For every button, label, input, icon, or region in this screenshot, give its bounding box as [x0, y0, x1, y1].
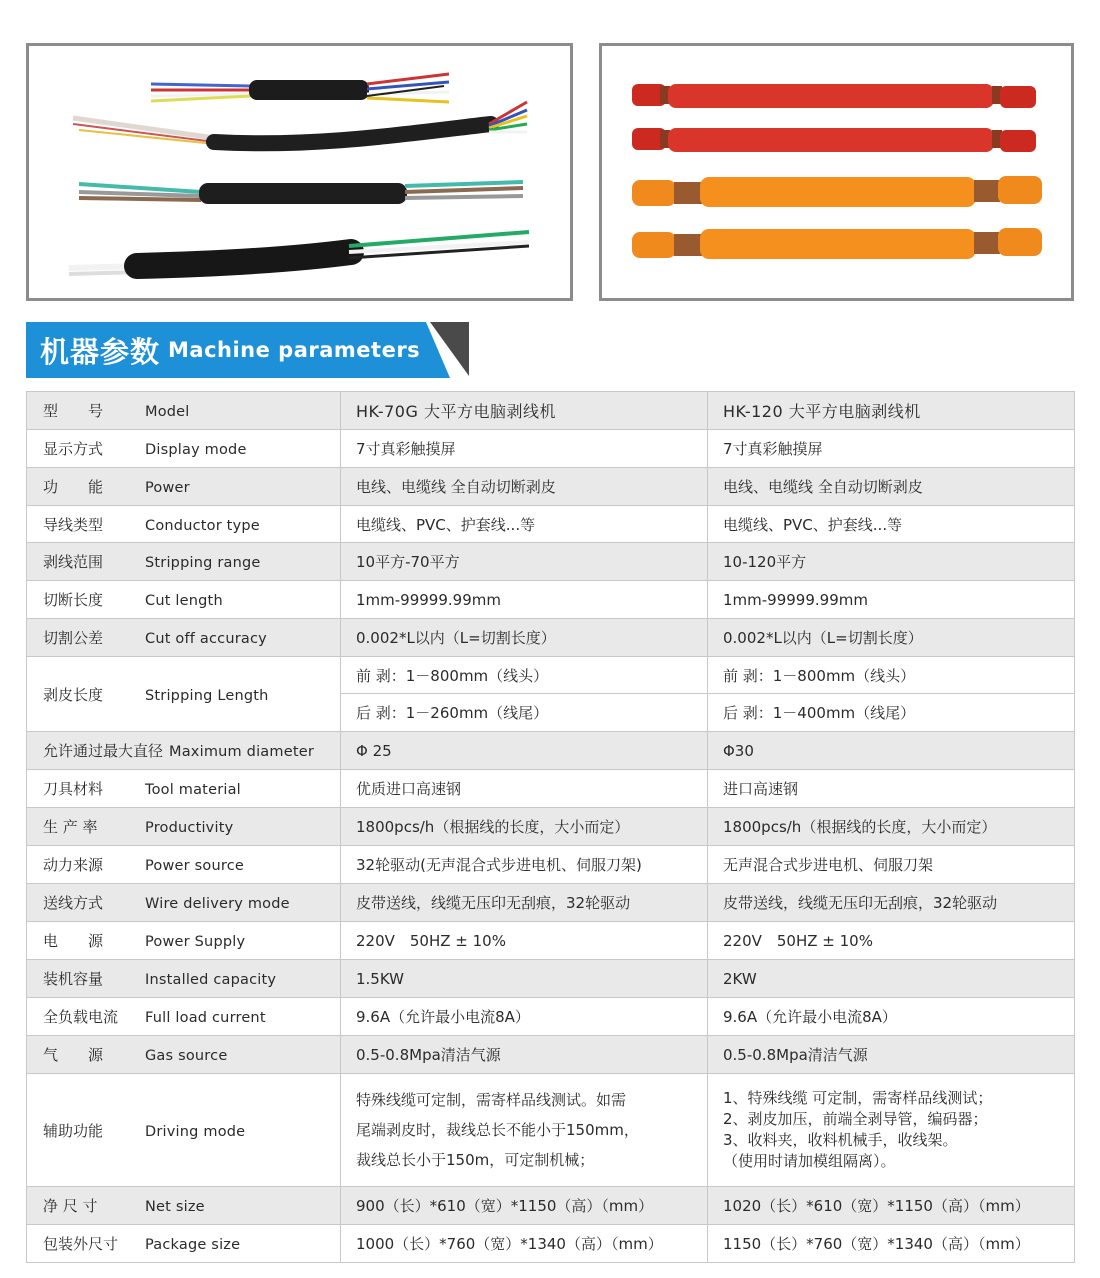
row-label-en: Full load current [145, 1010, 266, 1026]
red-cable-2 [632, 128, 1036, 152]
stripping-back-col2: 后 剥：1－400mm（线尾） [708, 694, 1075, 732]
table-row [27, 1225, 1075, 1263]
max-diameter-col1: Φ 25 [341, 732, 708, 770]
driving-mode-col2-line: 1、特殊线缆 可定制，需寄样品线测试； [723, 1089, 993, 1107]
row-label-en: Conductor type [145, 517, 260, 534]
table-row [27, 846, 1075, 884]
table-row [27, 808, 1075, 846]
table-row [27, 960, 1075, 998]
row-label-zh: 允许通过最大直径 [43, 742, 164, 760]
row-label-en: Cut off accuracy [145, 631, 267, 647]
row-label-en: Tool material [145, 782, 241, 798]
cable-photo-left [26, 43, 573, 301]
row-label-zh: 剥皮长度 [43, 685, 104, 704]
table-row [27, 581, 1075, 619]
red-cable-1 [632, 84, 1036, 108]
table-row [27, 770, 1075, 808]
row-value-col2: 1800pcs/h（根据线的长度，大小而定） [708, 808, 1075, 846]
table-row-stripping-length-front [27, 657, 1075, 694]
table-row-driving-mode [27, 1074, 1075, 1187]
row-value-col1: 7寸真彩触摸屏 [341, 430, 708, 468]
row-value-col1: 10平方-70平方 [341, 543, 708, 581]
table-row [27, 922, 1075, 960]
stripping-front-col2: 前 剥：1－800mm（线头） [708, 657, 1075, 694]
row-label-zh: 生 产 率 [43, 818, 98, 836]
cable-photo-right [599, 43, 1074, 301]
driving-mode-col1 [341, 1074, 708, 1187]
row-label-zh: 净 尺 寸 [43, 1197, 98, 1215]
row-value-col1: 电线、电缆线 全自动切断剥皮 [341, 468, 708, 506]
table-row [27, 998, 1075, 1036]
row-value-col2: 9.6A（允许最小电流8A） [708, 998, 1075, 1036]
row-label-en: Power [145, 480, 190, 496]
row-label-en: Cut length [145, 593, 223, 609]
row-value-col2: 1150（长）*760（宽）*1340（高）（mm） [708, 1225, 1075, 1263]
orange-cable-1 [632, 176, 1042, 207]
row-label-zh: 功 能 [43, 478, 104, 496]
row-label-en: Model [145, 404, 190, 420]
row-label-zh: 动力来源 [43, 856, 104, 874]
row-value-col1: 电缆线、PVC、护套线...等 [341, 506, 708, 543]
table-row [27, 884, 1075, 922]
row-value-col1: 1800pcs/h（根据线的长度，大小而定） [341, 808, 708, 846]
row-label-en: Stripping range [145, 555, 261, 571]
row-label-en: Wire delivery mode [145, 896, 290, 912]
driving-mode-col2 [708, 1074, 1075, 1187]
driving-mode-col2-line: 2、剥皮加压，前端全剥导管，编码器； [723, 1110, 988, 1128]
row-label-en: Stripping Length [145, 687, 269, 704]
row-value-col1: 9.6A（允许最小电流8A） [341, 998, 708, 1036]
row-label-zh: 包装外尺寸 [43, 1235, 119, 1253]
table-row [27, 1187, 1075, 1225]
stripping-back-col1: 后 剥：1－260mm（线尾） [341, 694, 708, 732]
row-label-en: Package size [145, 1237, 241, 1253]
max-diameter-col2: Φ30 [708, 732, 1075, 770]
row-value-col1: 32轮驱动(无声混合式步进电机、伺服刀架) [341, 846, 708, 884]
row-value-col1: 1.5KW [341, 960, 708, 998]
row-value-col2: 电线、电缆线 全自动切断剥皮 [708, 468, 1075, 506]
model-col2: HK-120 大平方电脑剥线机 [723, 402, 921, 421]
row-value-col2: 皮带送线，线缆无压印无刮痕，32轮驱动 [708, 884, 1075, 922]
row-value-col2: 进口高速钢 [708, 770, 1075, 808]
table-row [27, 1036, 1075, 1074]
cable-1 [151, 74, 449, 102]
row-label-en: Power source [145, 858, 245, 874]
driving-mode-col1-line: 尾端剥皮时，裁线总长不能小于150mm， [356, 1121, 639, 1139]
row-value-col2: 2KW [708, 960, 1075, 998]
banner-title-en: Machine parameters [168, 338, 421, 362]
row-label-en: Gas source [145, 1048, 228, 1064]
row-value-col2: 无声混合式步进电机、伺服刀架 [708, 846, 1075, 884]
row-label-zh: 切断长度 [43, 591, 104, 609]
row-label-en: Installed capacity [145, 972, 277, 988]
row-label-zh: 辅助功能 [43, 1121, 104, 1140]
row-value-col2: 电缆线、PVC、护套线...等 [708, 506, 1075, 543]
orange-cable-2 [632, 228, 1042, 259]
table-row [27, 543, 1075, 581]
row-label-en: Display mode [145, 442, 247, 458]
row-value-col2: 1020（长）*610（宽）*1150（高）（mm） [708, 1187, 1075, 1225]
section-banner [26, 322, 471, 378]
table-row [27, 468, 1075, 506]
driving-mode-col1-line: 裁线总长小于150m，可定制机械； [356, 1151, 595, 1169]
row-value-col2: 1mm-99999.99mm [708, 581, 1075, 619]
table-row [27, 430, 1075, 468]
row-label-zh: 显示方式 [43, 440, 104, 458]
row-label-en: Productivity [145, 820, 234, 836]
row-value-col2: 7寸真彩触摸屏 [708, 430, 1075, 468]
row-value-col1: 1mm-99999.99mm [341, 581, 708, 619]
cable-4 [69, 232, 529, 274]
row-value-col1: 0.5-0.8Mpa清洁气源 [341, 1036, 708, 1074]
row-label-zh: 剥线范围 [43, 553, 104, 571]
row-label-zh: 全负载电流 [43, 1008, 119, 1026]
row-label-zh: 气 源 [43, 1046, 104, 1064]
row-label-zh: 导线类型 [43, 515, 104, 534]
table-row [27, 619, 1075, 657]
red-orange-battery-cables-photo [602, 46, 1071, 298]
row-label-en: Maximum diameter [169, 744, 315, 760]
row-label-en: Net size [145, 1199, 205, 1215]
row-label-en: Power Supply [145, 934, 246, 950]
driving-mode-col1-line: 特殊线缆可定制，需寄样品线测试。如需 [356, 1091, 627, 1109]
row-value-col1: 220V 50HZ ± 10% [341, 922, 708, 960]
row-label-zh: 电 源 [43, 932, 104, 950]
row-label-zh: 刀具材料 [43, 780, 104, 798]
row-value-col1: 皮带送线，线缆无压印无刮痕，32轮驱动 [341, 884, 708, 922]
row-value-col1: 优质进口高速钢 [341, 770, 708, 808]
cable-3 [79, 182, 523, 204]
row-value-col2: 10-120平方 [708, 543, 1075, 581]
cable-2 [73, 102, 527, 144]
driving-mode-col2-line: （使用时请加模组隔离）。 [723, 1152, 896, 1170]
row-value-col1: 0.002*L以内（L=切割长度） [341, 619, 708, 657]
row-label-zh: 送线方式 [43, 894, 104, 912]
row-label-en: Driving mode [145, 1123, 246, 1140]
model-col1: HK-70G 大平方电脑剥线机 [356, 402, 556, 421]
row-label-zh: 装机容量 [43, 970, 104, 988]
row-value-col1: 900（长）*610（宽）*1150（高）（mm） [341, 1187, 708, 1225]
row-value-col2: 220V 50HZ ± 10% [708, 922, 1075, 960]
table-row [27, 506, 1075, 543]
row-value-col2: 0.5-0.8Mpa清洁气源 [708, 1036, 1075, 1074]
row-value-col2: 0.002*L以内（L=切割长度） [708, 619, 1075, 657]
machine-parameters-table [26, 391, 1075, 1263]
row-value-col1: 1000（长）*760（宽）*1340（高）（mm） [341, 1225, 708, 1263]
table-row-model [27, 392, 1075, 430]
black-multicore-cables-photo [29, 46, 570, 298]
banner-title-zh: 机器参数 [40, 334, 161, 369]
driving-mode-col2-line: 3、收料夹，收料机械手，收线架。 [723, 1131, 958, 1149]
row-label-zh: 切割公差 [43, 629, 104, 647]
row-label-zh: 型 号 [43, 402, 104, 420]
table-row-max-diameter [27, 732, 1075, 770]
stripping-front-col1: 前 剥：1－800mm（线头） [341, 657, 708, 694]
